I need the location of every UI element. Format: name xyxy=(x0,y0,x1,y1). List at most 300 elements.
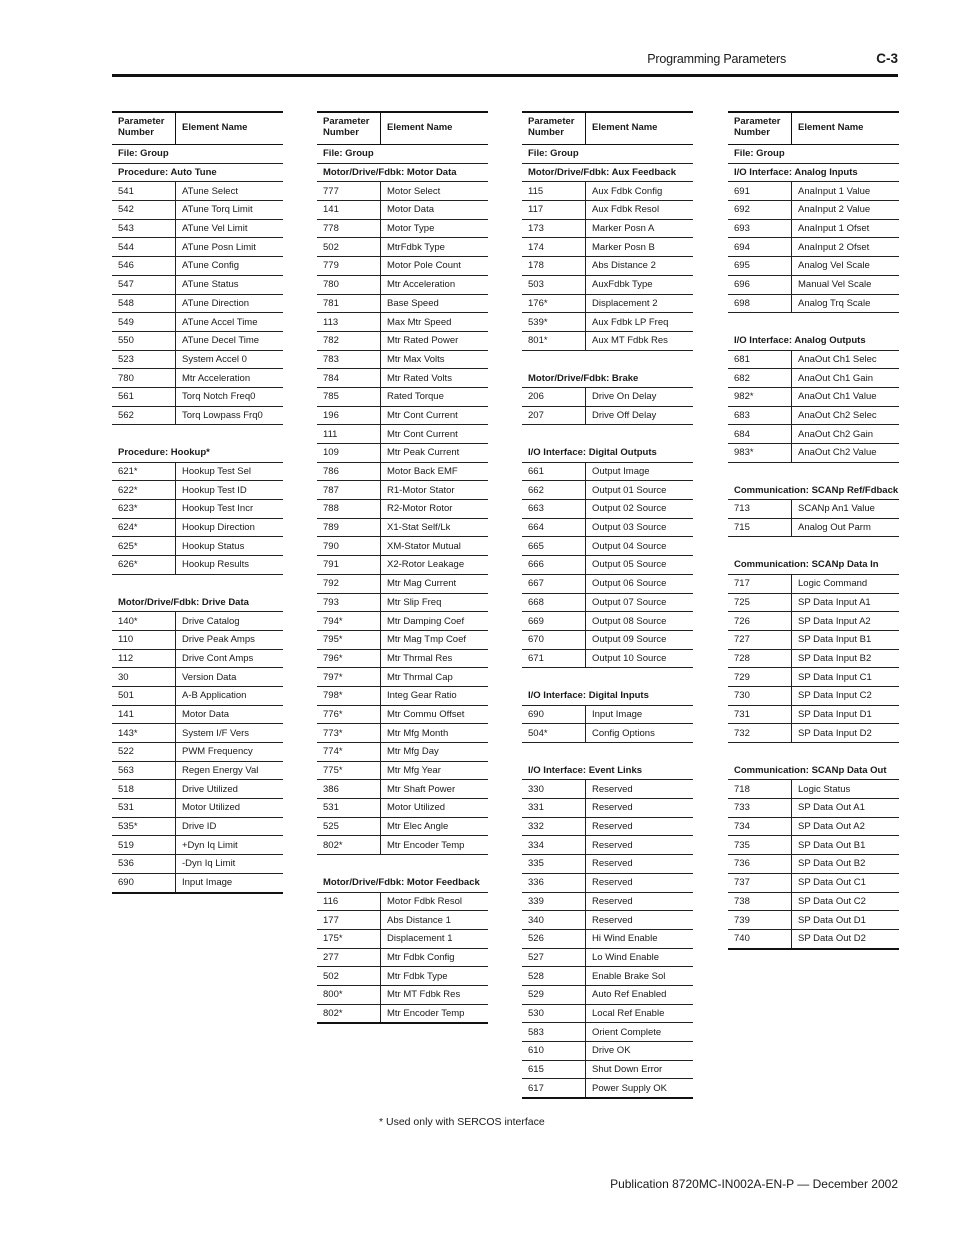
parameter-number: 536 xyxy=(112,855,176,873)
table-row xyxy=(728,874,899,893)
group-spacer xyxy=(522,743,693,762)
parameter-number: 666 xyxy=(522,556,586,574)
table-row xyxy=(112,706,283,725)
parameter-number: 502 xyxy=(317,967,381,985)
table-row xyxy=(112,743,283,762)
element-name: Marker Posn A xyxy=(592,223,655,235)
column-header-parameter-number: Parameter Number xyxy=(522,113,586,144)
table-row xyxy=(317,556,488,575)
table-row xyxy=(522,930,693,949)
column-header-parameter-number: Parameter Number xyxy=(728,113,792,144)
table-row xyxy=(317,967,488,986)
parameter-number: 776* xyxy=(317,706,381,724)
element-name: MtrFdbk Type xyxy=(387,241,445,253)
element-name: AnaOut Ch2 Value xyxy=(798,447,877,459)
parameter-number: 696 xyxy=(728,276,792,294)
table-row xyxy=(728,687,899,706)
element-name: Torq Lowpass Frq0 xyxy=(182,409,263,421)
element-name: AnaOut Ch2 Selec xyxy=(798,409,877,421)
element-name: Local Ref Enable xyxy=(592,1007,665,1019)
group-title: I/O Interface: Analog Inputs xyxy=(728,164,899,183)
element-name: Reserved xyxy=(592,802,633,814)
element-name: Hookup Direction xyxy=(182,522,255,534)
element-name: ATune Torq Limit xyxy=(182,204,253,216)
table-row xyxy=(317,313,488,332)
element-name: Motor Select xyxy=(387,185,441,197)
parameter-number: 610 xyxy=(522,1042,586,1060)
parameter-number: 526 xyxy=(522,930,586,948)
parameter-number: 277 xyxy=(317,949,381,967)
element-name: Output 01 Source xyxy=(592,484,667,496)
parameter-number: 737 xyxy=(728,874,792,892)
table-row xyxy=(728,612,899,631)
element-name: Output Image xyxy=(592,466,650,478)
element-name: SP Data Input B1 xyxy=(798,634,872,646)
table-row xyxy=(112,724,283,743)
parameter-number: 684 xyxy=(728,425,792,443)
table-row xyxy=(317,762,488,781)
parameter-number: 661 xyxy=(522,463,586,481)
element-name: Drive ID xyxy=(182,821,217,833)
table-row xyxy=(728,911,899,930)
parameter-number: 794* xyxy=(317,612,381,630)
column-header-element-name: Element Name xyxy=(798,122,864,133)
element-name: Aux Fdbk LP Freq xyxy=(592,316,669,328)
table-row xyxy=(112,631,283,650)
element-name: Abs Distance 2 xyxy=(592,260,656,272)
parameter-number: 531 xyxy=(317,799,381,817)
element-name: Mtr Acceleration xyxy=(387,279,456,291)
parameter-number: 111 xyxy=(317,425,381,443)
parameter-number: 778 xyxy=(317,220,381,238)
parameter-number: 715 xyxy=(728,519,792,537)
element-name: Output 02 Source xyxy=(592,503,667,515)
parameter-number: 732 xyxy=(728,724,792,742)
element-name: PWM Frequency xyxy=(182,746,253,758)
parameter-number: 665 xyxy=(522,537,586,555)
table-row xyxy=(728,631,899,650)
parameter-number: 731 xyxy=(728,706,792,724)
element-name: ATune Posn Limit xyxy=(182,241,256,253)
element-name: Logic Status xyxy=(798,783,851,795)
table-row xyxy=(522,463,693,482)
parameter-number: 527 xyxy=(522,949,586,967)
table-row xyxy=(522,388,693,407)
table-row xyxy=(317,388,488,407)
table-row xyxy=(522,650,693,669)
parameter-number: 542 xyxy=(112,201,176,219)
table-row xyxy=(317,481,488,500)
table-row xyxy=(522,575,693,594)
table-row xyxy=(522,874,693,893)
element-name: SP Data Input A2 xyxy=(798,615,871,627)
parameter-number: 796* xyxy=(317,650,381,668)
table-row xyxy=(522,481,693,500)
element-name: Torq Notch Freq0 xyxy=(182,391,256,403)
parameter-number: 549 xyxy=(112,313,176,331)
element-name: ATune Decel Time xyxy=(182,335,260,347)
table-row xyxy=(522,556,693,575)
footnote: * Used only with SERCOS interface xyxy=(379,1116,545,1128)
table-row xyxy=(728,276,899,295)
element-name: ATune Config xyxy=(182,260,240,272)
table-row xyxy=(522,1005,693,1024)
parameter-number: 617 xyxy=(522,1079,586,1097)
parameter-number: 206 xyxy=(522,388,586,406)
table-row xyxy=(728,893,899,912)
element-name: -Dyn Iq Limit xyxy=(182,858,236,870)
element-name: AnaOut Ch1 Selec xyxy=(798,353,877,365)
table-row xyxy=(522,706,693,725)
table-row xyxy=(112,295,283,314)
element-name: SP Data Input B2 xyxy=(798,652,872,664)
parameter-number: 562 xyxy=(112,407,176,425)
table-row xyxy=(522,220,693,239)
element-name: Mtr Shaft Power xyxy=(387,783,456,795)
parameter-number: 175* xyxy=(317,930,381,948)
parameter-number: 530 xyxy=(522,1005,586,1023)
parameter-number: 740 xyxy=(728,930,792,948)
element-name: Mtr Mag Tmp Coef xyxy=(387,634,467,646)
table-row xyxy=(317,407,488,426)
element-name: AnaOut Ch2 Gain xyxy=(798,428,873,440)
group-title: I/O Interface: Digital Inputs xyxy=(522,687,693,706)
element-name: ATune Direction xyxy=(182,297,250,309)
element-name: SCANp An1 Value xyxy=(798,503,875,515)
element-name: Motor Data xyxy=(387,204,434,216)
table-row xyxy=(317,519,488,538)
table-row xyxy=(317,818,488,837)
element-name: SP Data Out C2 xyxy=(798,895,866,907)
table-row xyxy=(728,575,899,594)
table-row xyxy=(522,780,693,799)
table-row xyxy=(728,257,899,276)
table-header xyxy=(317,111,488,145)
parameter-number: 698 xyxy=(728,295,792,313)
element-name: AnaOut Ch1 Value xyxy=(798,391,877,403)
table-row xyxy=(112,257,283,276)
element-name: Drive Catalog xyxy=(182,615,240,627)
element-name: SP Data Input C2 xyxy=(798,690,872,702)
parameter-number: 727 xyxy=(728,631,792,649)
element-name: Analog Out Parm xyxy=(798,522,871,534)
parameter-number: 775* xyxy=(317,762,381,780)
element-name: Motor Back EMF xyxy=(387,466,458,478)
table-row xyxy=(522,1079,693,1098)
parameter-number: 713 xyxy=(728,500,792,518)
element-name: Mtr Thrmal Cap xyxy=(387,671,453,683)
element-name: Logic Command xyxy=(798,578,868,590)
table-row xyxy=(317,182,488,201)
parameter-number: 798* xyxy=(317,687,381,705)
table-end-rule xyxy=(112,892,283,894)
element-name: Drive OK xyxy=(592,1045,631,1057)
parameter-number: 583 xyxy=(522,1023,586,1041)
parameter-number: 783 xyxy=(317,351,381,369)
element-name: Output 06 Source xyxy=(592,578,667,590)
table-row xyxy=(112,238,283,257)
table-row xyxy=(317,930,488,949)
parameter-number: 386 xyxy=(317,780,381,798)
element-name: Mtr Encoder Temp xyxy=(387,1007,465,1019)
parameter-number: 518 xyxy=(112,780,176,798)
group-title: I/O Interface: Analog Outputs xyxy=(728,332,899,351)
element-name: X1-Stat Self/Lk xyxy=(387,522,451,534)
table-row xyxy=(112,650,283,669)
element-name: Rated Torque xyxy=(387,391,444,403)
table-row xyxy=(728,594,899,613)
table-row xyxy=(522,295,693,314)
parameter-number: 503 xyxy=(522,276,586,294)
parameter-number: 340 xyxy=(522,911,586,929)
table-row xyxy=(317,836,488,855)
table-row xyxy=(522,1061,693,1080)
table-end-rule xyxy=(317,1022,488,1024)
element-name: Displacement 2 xyxy=(592,297,658,309)
group-title: Motor/Drive/Fdbk: Drive Data xyxy=(112,594,283,613)
element-name: SP Data Input C1 xyxy=(798,671,872,683)
group-spacer xyxy=(317,855,488,874)
column-header-parameter-number: Parameter Number xyxy=(317,113,381,144)
table-row xyxy=(112,369,283,388)
file-group-label: File: Group xyxy=(317,145,488,164)
parameter-number: 694 xyxy=(728,238,792,256)
table-row xyxy=(728,182,899,201)
element-name: Shut Down Error xyxy=(592,1064,663,1076)
table-row xyxy=(728,500,899,519)
element-name: Motor Data xyxy=(182,708,229,720)
element-name: Orient Complete xyxy=(592,1026,662,1038)
table-row xyxy=(317,612,488,631)
element-name: SP Data Out C1 xyxy=(798,877,866,889)
element-name: +Dyn Iq Limit xyxy=(182,839,238,851)
parameter-number: 791 xyxy=(317,556,381,574)
group-spacer xyxy=(728,537,899,556)
element-name: Output 07 Source xyxy=(592,596,667,608)
parameter-number: 539* xyxy=(522,313,586,331)
element-name: Hi Wind Enable xyxy=(592,933,658,945)
table-row xyxy=(112,463,283,482)
parameter-number: 730 xyxy=(728,687,792,705)
parameter-number: 780 xyxy=(317,276,381,294)
table-row xyxy=(728,930,899,949)
table-row xyxy=(112,313,283,332)
element-name: SP Data Out A2 xyxy=(798,821,865,833)
element-name: ATune Vel Limit xyxy=(182,223,248,235)
table-row xyxy=(728,425,899,444)
parameter-number: 331 xyxy=(522,799,586,817)
parameter-number: 726 xyxy=(728,612,792,630)
parameter-number: 983* xyxy=(728,444,792,462)
table-row xyxy=(728,388,899,407)
element-name: Mtr Mfg Year xyxy=(387,765,441,777)
table-row xyxy=(317,257,488,276)
parameter-number: 782 xyxy=(317,332,381,350)
table-row xyxy=(317,650,488,669)
element-name: Mtr Elec Angle xyxy=(387,821,449,833)
element-name: AuxFdbk Type xyxy=(592,279,653,291)
parameter-number: 330 xyxy=(522,780,586,798)
table-row xyxy=(112,612,283,631)
table-row xyxy=(728,724,899,743)
element-name: Hookup Results xyxy=(182,559,250,571)
element-name: Auto Ref Enabled xyxy=(592,989,667,1001)
element-name: X2-Rotor Leakage xyxy=(387,559,465,571)
element-name: Mtr Cont Current xyxy=(387,409,458,421)
element-name: Mtr Acceleration xyxy=(182,372,251,384)
table-row xyxy=(317,238,488,257)
parameter-number: 504* xyxy=(522,724,586,742)
table-row xyxy=(728,818,899,837)
table-row xyxy=(728,444,899,463)
element-name: Aux Fdbk Resol xyxy=(592,204,660,216)
group-title: I/O Interface: Digital Outputs xyxy=(522,444,693,463)
parameter-number: 735 xyxy=(728,836,792,854)
table-end-rule xyxy=(728,948,899,950)
table-row xyxy=(317,537,488,556)
parameter-number: 622* xyxy=(112,481,176,499)
table-row xyxy=(317,201,488,220)
file-group-label: File: Group xyxy=(522,145,693,164)
table-row xyxy=(317,594,488,613)
element-name: ATune Select xyxy=(182,185,238,197)
table-row xyxy=(317,369,488,388)
table-row xyxy=(317,1005,488,1024)
table-row xyxy=(522,519,693,538)
table-row xyxy=(728,220,899,239)
column-header-element-name: Element Name xyxy=(182,122,248,133)
parameter-table-4 xyxy=(728,111,899,950)
element-name: Drive Utilized xyxy=(182,783,238,795)
element-name: Hookup Test Sel xyxy=(182,466,252,478)
element-name: SP Data Input D2 xyxy=(798,727,872,739)
group-title: Motor/Drive/Fdbk: Motor Feedback xyxy=(317,874,488,893)
parameter-number: 501 xyxy=(112,687,176,705)
element-name: Mtr MT Fdbk Res xyxy=(387,989,461,1001)
element-name: Mtr Slip Freq xyxy=(387,596,442,608)
element-name: Hookup Test Incr xyxy=(182,503,254,515)
file-group-label: File: Group xyxy=(112,145,283,164)
table-row xyxy=(112,668,283,687)
table-row xyxy=(317,986,488,1005)
table-row xyxy=(522,799,693,818)
element-name: Enable Brake Sol xyxy=(592,970,666,982)
element-name: Output 04 Source xyxy=(592,540,667,552)
table-row xyxy=(112,687,283,706)
element-name: Motor Pole Count xyxy=(387,260,461,272)
element-name: Power Supply OK xyxy=(592,1082,667,1094)
element-name: Hookup Status xyxy=(182,540,245,552)
element-name: Reserved xyxy=(592,914,633,926)
element-name: AnaInput 2 Ofset xyxy=(798,241,870,253)
element-name: Hookup Test ID xyxy=(182,484,247,496)
parameter-number: 734 xyxy=(728,818,792,836)
parameter-number: 207 xyxy=(522,407,586,425)
parameter-number: 788 xyxy=(317,500,381,518)
group-spacer xyxy=(522,668,693,687)
parameter-number: 563 xyxy=(112,762,176,780)
element-name: SP Data Out B2 xyxy=(798,858,866,870)
parameter-number: 339 xyxy=(522,893,586,911)
element-name: Mtr Mag Current xyxy=(387,578,457,590)
table-row xyxy=(317,911,488,930)
element-name: Output 08 Source xyxy=(592,615,667,627)
element-name: Abs Distance 1 xyxy=(387,914,451,926)
parameter-number: 797* xyxy=(317,668,381,686)
parameter-number: 177 xyxy=(317,911,381,929)
element-name: Regen Energy Val xyxy=(182,765,259,777)
parameter-number: 690 xyxy=(522,706,586,724)
table-row xyxy=(112,537,283,556)
parameter-number: 615 xyxy=(522,1061,586,1079)
parameter-number: 781 xyxy=(317,295,381,313)
parameter-number: 529 xyxy=(522,986,586,1004)
element-name: SP Data Input A1 xyxy=(798,596,871,608)
parameter-number: 334 xyxy=(522,836,586,854)
parameter-number: 561 xyxy=(112,388,176,406)
table-row xyxy=(112,481,283,500)
group-spacer xyxy=(112,425,283,444)
parameter-number: 332 xyxy=(522,818,586,836)
element-name: Mtr Mfg Month xyxy=(387,727,449,739)
element-name: Mtr Mfg Day xyxy=(387,746,439,758)
table-row xyxy=(112,182,283,201)
parameter-number: 544 xyxy=(112,238,176,256)
parameter-number: 30 xyxy=(112,668,176,686)
parameter-number: 117 xyxy=(522,201,586,219)
parameter-number: 662 xyxy=(522,481,586,499)
table-row xyxy=(728,780,899,799)
element-name: Marker Posn B xyxy=(592,241,655,253)
table-row xyxy=(112,799,283,818)
parameter-number: 669 xyxy=(522,612,586,630)
element-name: Motor Type xyxy=(387,223,435,235)
element-name: Integ Gear Ratio xyxy=(387,690,457,702)
table-row xyxy=(728,668,899,687)
element-name: Output 03 Source xyxy=(592,522,667,534)
table-row xyxy=(317,949,488,968)
parameter-number: 668 xyxy=(522,594,586,612)
parameter-number: 528 xyxy=(522,967,586,985)
element-name: Reserved xyxy=(592,821,633,833)
element-name: Input Image xyxy=(182,877,233,889)
table-row xyxy=(317,668,488,687)
element-name: SP Data Out B1 xyxy=(798,839,866,851)
parameter-number: 789 xyxy=(317,519,381,537)
parameter-number: 795* xyxy=(317,631,381,649)
parameter-number: 671 xyxy=(522,650,586,668)
table-row xyxy=(112,220,283,239)
parameter-number: 143* xyxy=(112,724,176,742)
group-title: Motor/Drive/Fdbk: Aux Feedback xyxy=(522,164,693,183)
table-header xyxy=(522,111,693,145)
table-row xyxy=(728,650,899,669)
parameter-number: 109 xyxy=(317,444,381,462)
table-row xyxy=(317,425,488,444)
parameter-number: 196 xyxy=(317,407,381,425)
parameter-number: 548 xyxy=(112,295,176,313)
group-title: I/O Interface: Event Links xyxy=(522,762,693,781)
element-name: AnaInput 1 Ofset xyxy=(798,223,870,235)
element-name: Reserved xyxy=(592,877,633,889)
table-row xyxy=(522,967,693,986)
parameter-number: 667 xyxy=(522,575,586,593)
parameter-number: 691 xyxy=(728,182,792,200)
table-row xyxy=(317,295,488,314)
column-header-parameter-number: Parameter Number xyxy=(112,113,176,144)
table-row xyxy=(522,594,693,613)
element-name: R1-Motor Stator xyxy=(387,484,455,496)
